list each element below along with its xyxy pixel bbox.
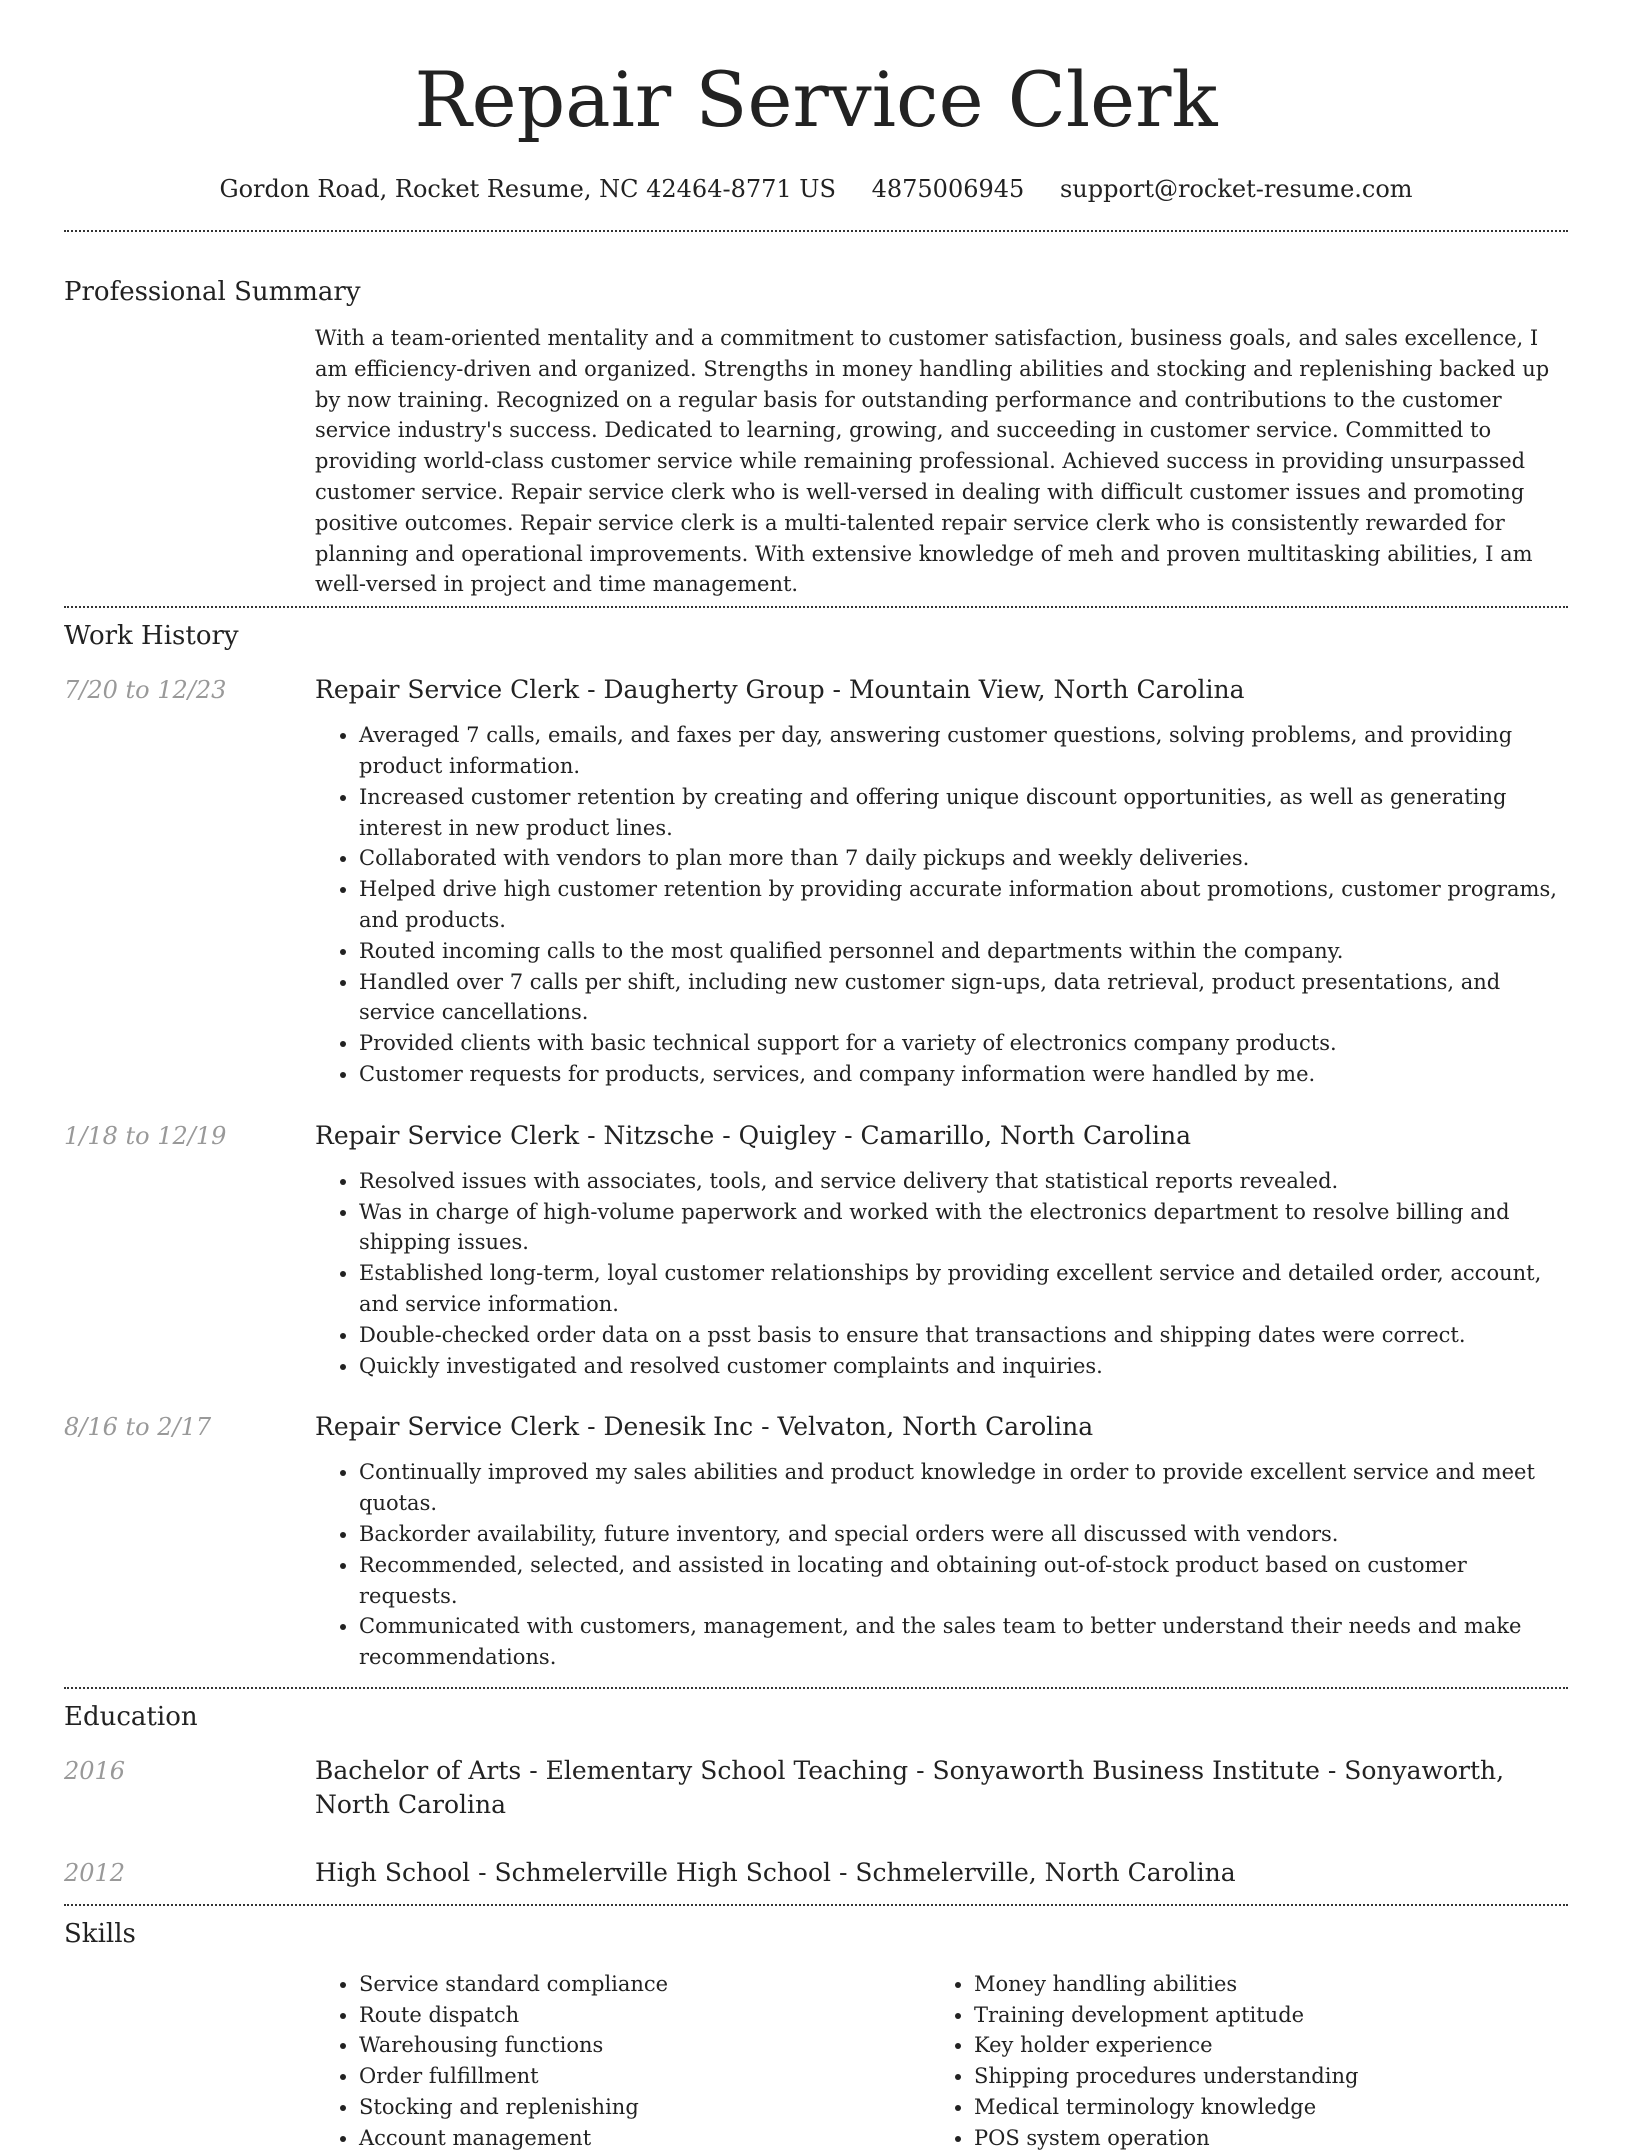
job-bullet: • Routed incoming calls to the most qualified personnel and departments within the company. — [359, 936, 1568, 967]
skill-item: • Medical terminology knowledge — [974, 2092, 1545, 2123]
job-dates: 1/18 to 12/19 — [64, 1121, 227, 1150]
contact-line — [64, 172, 1568, 206]
resume-name: Repair Service Clerk — [414, 55, 1218, 144]
job-bullets — [315, 720, 1568, 1090]
summary-text: With a team-oriented mentality and a commitment to customer satisfaction, business goals, and sales excellence, I am efficiency-driven and organized. Strengths in money handling abilities and stocking and replenishing backed up by now training. Recognized on a regular basis for outstanding performance and contributions to the customer service industry's success. Dedicated to learning, growing, and succeeding in customer service. Committed to providing world-class customer service while remaining professional. Achieved success in providing unsurpassed customer service. Repair service clerk who is well-versed in dealing with difficult customer issues and promoting positive outcomes. Repair service clerk is a multi-talented repair service clerk who is consistently rewarded for planning and operational improvements. With extensive knowledge of meh and proven multitasking abilities, I am well-versed in project and time management. — [315, 326, 1550, 597]
section-title-work: Work History — [64, 621, 239, 652]
summary-spacer — [64, 323, 315, 600]
job-bullet: • Averaged 7 calls, emails, and faxes per day, answering customer questions, solving problems, and providing product information. — [359, 720, 1568, 782]
skills-column-left — [315, 1969, 930, 2154]
skill-item: • Order fulfillment — [359, 2061, 930, 2092]
job-bullet: • Customer requests for products, services, and company information were handled by me. — [359, 1059, 1568, 1090]
contact-address: Gordon Road, Rocket Resume, NC 42464-8771 US — [219, 175, 836, 203]
job-heading: Repair Service Clerk - Denesik Inc - Velvaton, North Carolina — [315, 1412, 1094, 1442]
education-detail: - Schmelerville High School - Schmelerville, North Carolina — [470, 1857, 1236, 1887]
job-entry — [64, 1410, 1568, 1673]
job-bullet: • Was in charge of high-volume paperwork and worked with the electronics department to resolve billing and shipping issues. — [359, 1197, 1568, 1259]
job-bullet: • Double-checked order data on a psst basis to ensure that transactions and shipping dates were correct. — [359, 1320, 1568, 1351]
job-heading: Repair Service Clerk - Nitzsche - Quigley - Camarillo, North Carolina — [315, 1120, 1192, 1150]
skill-item: • Shipping procedures understanding — [974, 2061, 1545, 2092]
job-heading: Repair Service Clerk - Daugherty Group - Mountain View, North Carolina — [315, 675, 1245, 705]
skill-item: • Training development aptitude — [974, 2000, 1545, 2031]
job-bullet: • Resolved issues with associates, tools, and service delivery that statistical reports revealed. — [359, 1166, 1568, 1197]
skills-list — [315, 1969, 1568, 2154]
job-bullet: • Collaborated with vendors to plan more than 7 daily pickups and weekly deliveries. — [359, 843, 1568, 874]
skill-item: • POS system operation — [974, 2123, 1545, 2154]
job-bullet: • Handled over 7 calls per shift, including new customer sign-ups, data retrieval, product presentations, and service cancellations. — [359, 967, 1568, 1029]
contact-phone: 4875006945 — [871, 175, 1025, 203]
divider — [64, 230, 1568, 232]
job-entry — [64, 1119, 1568, 1382]
divider — [64, 1904, 1568, 1906]
skill-item: • Service standard compliance — [359, 1969, 930, 2000]
job-bullet: • Increased customer retention by creating and offering unique discount opportunities, as well as generating interest in new product lines. — [359, 782, 1568, 844]
job-bullets — [315, 1166, 1568, 1382]
education-degree: High School — [315, 1857, 471, 1887]
job-bullet: • Recommended, selected, and assisted in locating and obtaining out-of-stock product based on customer requests. — [359, 1550, 1568, 1612]
section-title-skills: Skills — [64, 1918, 136, 1949]
education-detail: - Sonyaworth Business Institute - Sonyaworth, North Carolina — [315, 1755, 1505, 1819]
divider — [64, 606, 1568, 608]
job-dates: 7/20 to 12/23 — [64, 676, 227, 705]
skills-column-right — [930, 1969, 1545, 2154]
job-bullet: • Communicated with customers, management, and the sales team to better understand their needs and make recommendations. — [359, 1611, 1568, 1673]
job-bullet: • Continually improved my sales abilities and product knowledge in order to provide excellent service and meet quotas. — [359, 1457, 1568, 1519]
job-dates: 8/16 to 2/17 — [64, 1413, 212, 1442]
skill-item: • Money handling abilities — [974, 1969, 1545, 2000]
divider — [64, 1687, 1568, 1689]
skill-item: • Warehousing functions — [359, 2030, 930, 2061]
job-bullet: • Backorder availability, future inventory, and special orders were all discussed with vendors. — [359, 1519, 1568, 1550]
skill-item: • Account management — [359, 2123, 930, 2154]
skill-item: • Key holder experience — [974, 2030, 1545, 2061]
job-bullets — [315, 1457, 1568, 1673]
job-entry — [64, 673, 1568, 1090]
resume-page — [64, 0, 1568, 2154]
education-degree: Bachelor of Arts - Elementary School Teaching — [315, 1755, 909, 1785]
skill-item: • Stocking and replenishing — [359, 2092, 930, 2123]
education-entry — [64, 1754, 1568, 1822]
education-entry — [64, 1856, 1568, 1890]
skill-item: • Route dispatch — [359, 2000, 930, 2031]
education-year: 2012 — [64, 1858, 126, 1887]
education-year: 2016 — [64, 1756, 126, 1785]
contact-email: support@rocket-resume.com — [1059, 175, 1413, 203]
section-title-education: Education — [64, 1701, 198, 1732]
job-bullet: • Provided clients with basic technical support for a variety of electronics company products. — [359, 1028, 1568, 1059]
job-bullet: • Quickly investigated and resolved customer complaints and inquiries. — [359, 1351, 1568, 1382]
job-bullet: • Established long-term, loyal customer relationships by providing excellent service and detailed order, account, and service information. — [359, 1258, 1568, 1320]
job-bullet: • Helped drive high customer retention by providing accurate information about promotions, customer programs, and products. — [359, 874, 1568, 936]
section-title-summary: Professional Summary — [64, 277, 361, 307]
